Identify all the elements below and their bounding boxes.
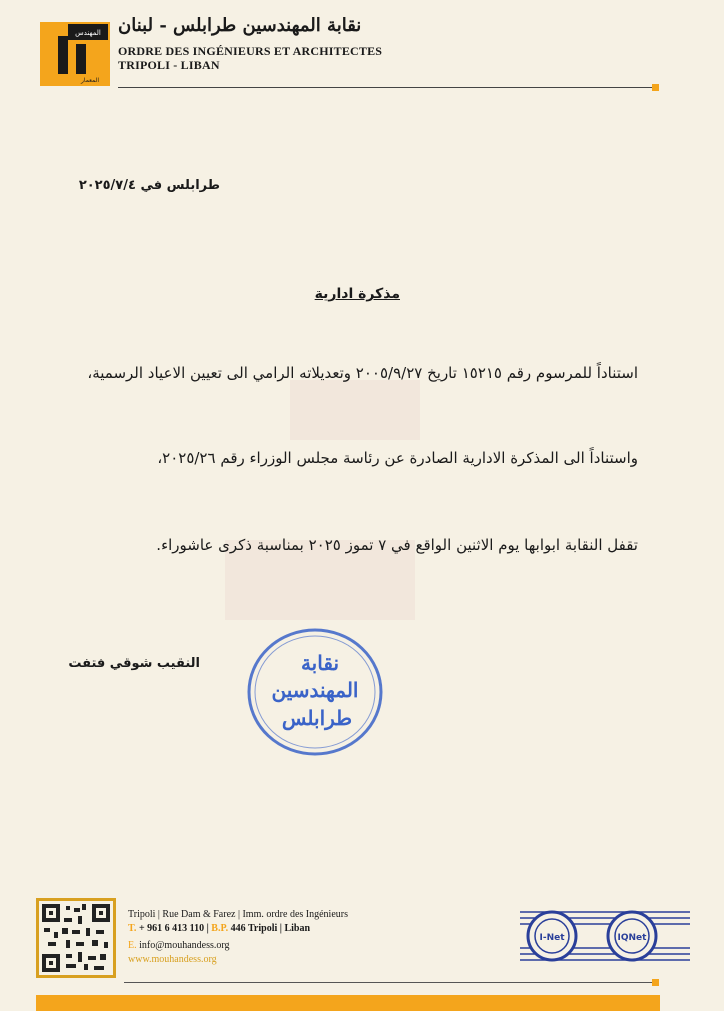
background-watermark: [290, 380, 420, 440]
stamp-line-2: المهندسين: [271, 678, 359, 702]
header-arabic-title: نقابة المهندسين طرابلس - لبنان: [118, 15, 362, 36]
tel-label: T.: [128, 923, 137, 934]
tel-value: + 961 6 413 110: [138, 923, 205, 934]
header-french-line1: ORDRE DES INGÉNIEURS ET ARCHITECTES: [118, 44, 383, 58]
footer-address: Tripoli | Rue Dam & Farez | Imm. ordre des Ingénieurs: [128, 909, 348, 920]
paragraph-2: واستناداً الى المذكرة الادارية الصادرة عن رئاسة مجلس الوزراء رقم ٢٠٢٥/٢٦،: [157, 449, 638, 467]
logo-text-bottom: المعمار: [80, 77, 100, 84]
stamp: [245, 625, 385, 760]
document-date: طرابلس في ٢٠٢٥/٧/٤: [78, 178, 220, 193]
footer-accent-dot: [652, 979, 659, 986]
cert-2-label: IQNet: [617, 933, 647, 943]
footer-phone-line: T. + 961 6 413 110 | B.P. 446 Tripoli | Liban: [128, 923, 311, 934]
footer-divider: [124, 982, 654, 983]
header-accent-dot: [652, 84, 659, 91]
header-divider: [118, 87, 654, 88]
logo-icon: [40, 22, 110, 86]
header-french-line2: TRIPOLI - LIBAN: [118, 58, 220, 72]
document-title: مذكرة ادارية: [314, 286, 400, 302]
footer-accent-bar: [36, 995, 660, 1011]
bp-label: B.P.: [211, 923, 229, 934]
header-text: [118, 14, 418, 72]
signature-name: النقيب شوقي فتفت: [68, 656, 200, 671]
stamp-line-1: نقابة: [300, 651, 340, 675]
bp-value: 446 Tripoli | Liban: [230, 923, 311, 934]
stamp-line-3: طرابلس: [281, 706, 353, 730]
email-label: E.: [128, 940, 137, 951]
footer-email-line: [128, 939, 468, 953]
email-value[interactable]: info@mouhandess.org: [139, 940, 230, 951]
qr-code-icon: [36, 898, 116, 978]
certification-logos-icon: [520, 906, 690, 966]
logo-text-top: المهندس: [75, 29, 101, 37]
footer-website[interactable]: www.mouhandess.org: [128, 954, 217, 965]
paragraph-1: استناداً للمرسوم رقم ١٥٢١٥ تاريخ ٢٠٠٥/٩/٢٧ وتعديلاته الرامي الى تعيين الاعياد الرسمية،: [87, 364, 638, 382]
footer-contact: [128, 908, 468, 967]
cert-1-label: I-Net: [539, 933, 565, 943]
paragraph-3: تقفل النقابة ابوابها يوم الاثنين الواقع في ٧ تموز ٢٠٢٥ بمناسبة ذكرى عاشوراء.: [156, 536, 638, 554]
